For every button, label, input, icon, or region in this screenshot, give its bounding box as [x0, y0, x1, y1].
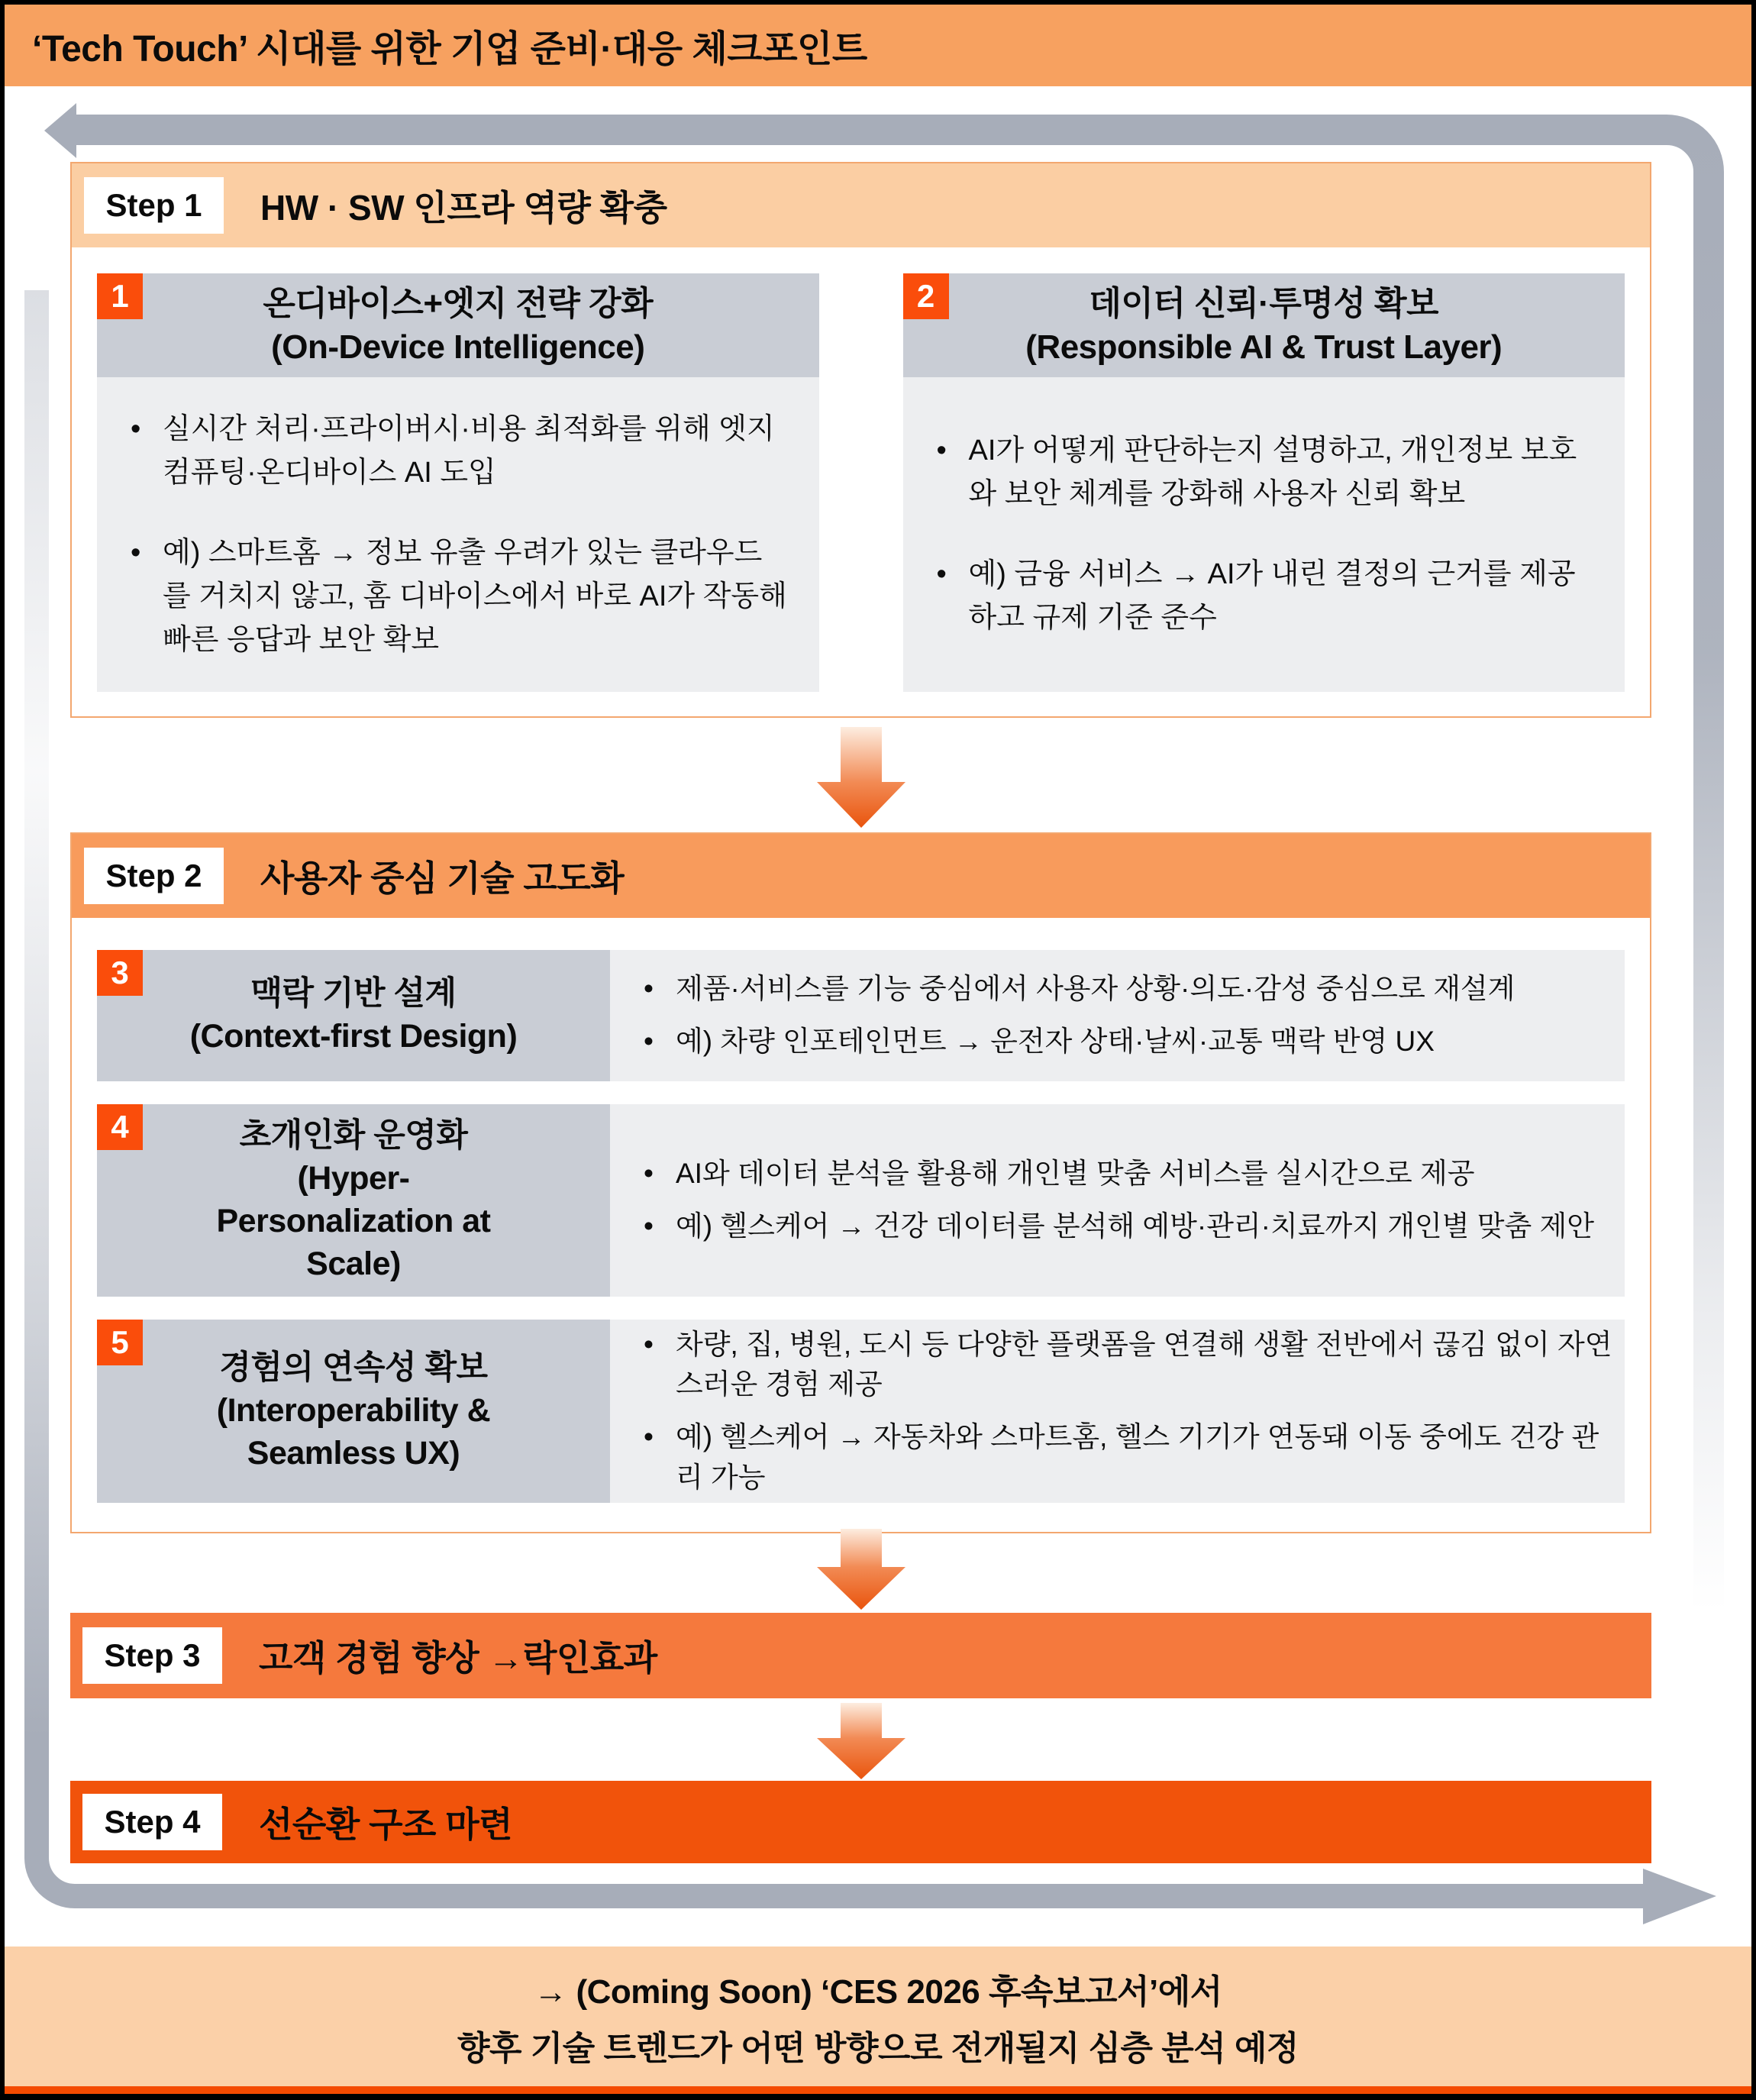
- bullet-text: 예) 헬스케어 → 건강 데이터를 분석해 예방·관리·치료까지 개인별 맞춤 제안: [676, 1210, 1594, 1242]
- badge-5: 5: [97, 1320, 143, 1365]
- list-item: [641, 1022, 1617, 1062]
- step1-banner: [72, 163, 1650, 247]
- checkpoint-row-5-titles: [182, 1347, 525, 1475]
- down-arrow-stem: [841, 1703, 882, 1738]
- step1-title: HW · SW 인프라 역량 확충: [260, 188, 667, 228]
- bullet-icon: •: [131, 536, 141, 569]
- badge-1: 1: [97, 273, 143, 319]
- bullet-text: 차량, 집, 병원, 도시 등 다양한 플랫폼을 연결해 생활 전반에서 끊김 없이 자연스러운 경험 제공: [676, 1328, 1612, 1401]
- bullet-icon: •: [644, 1421, 654, 1452]
- bullet-text: 제품·서비스를 기능 중심에서 사용자 상황·의도·감성 중심으로 재설계: [676, 973, 1516, 1005]
- step2-banner: [72, 834, 1650, 918]
- step1-columns: [72, 247, 1650, 692]
- row-subtitle: (Hyper-Personalization at Scale): [216, 1160, 491, 1282]
- down-arrow-head: [817, 782, 905, 828]
- bullet-icon: •: [936, 558, 947, 590]
- step2-card: [70, 832, 1651, 1533]
- loop-right-arrowhead-icon: [1643, 1869, 1716, 1924]
- checkpoint-row-3-titles: [190, 973, 518, 1058]
- checkpoint-box-2-body: [903, 377, 1625, 692]
- bullet-text: 실시간 처리·프라이버시·비용 최적화를 위해 엣지 컴퓨팅·온디바이스 AI 도입: [163, 412, 775, 489]
- page-title: ‘Tech Touch’ 시대를 위한 기업 준비·대응 체크포인트: [32, 29, 867, 69]
- loop-left-arrowhead-icon: [44, 103, 76, 158]
- checkpoint-box-1-title: 온디바이스+엣지 전략 강화: [263, 284, 654, 322]
- step2-title: 사용자 중심 기술 고도화: [260, 858, 625, 898]
- step3-label: Step 3: [82, 1627, 222, 1684]
- down-arrow-icon: [817, 727, 905, 828]
- checkpoint-box-2-title: 데이터 신뢰·투명성 확보: [1089, 284, 1439, 322]
- checkpoint-row-4-titles: [182, 1115, 525, 1286]
- bullet-icon: •: [644, 1328, 654, 1360]
- bullet-icon: •: [936, 435, 947, 467]
- checkpoint-row-3-header: [97, 950, 610, 1081]
- down-arrow-stem: [841, 727, 882, 782]
- bullet-text: 예) 차량 인포테인먼트 → 운전자 상태·날씨·교통 맥락 반영 UX: [676, 1026, 1435, 1057]
- step4-label: Step 4: [82, 1794, 222, 1850]
- down-arrow-head: [817, 1738, 905, 1779]
- footer-line-2: 향후 기술 트렌드가 어떤 방향으로 전개될지 심층 분석 예정: [457, 2029, 1299, 2067]
- row-subtitle: (Context-first Design): [189, 1018, 518, 1055]
- bullet-icon: •: [644, 1026, 654, 1057]
- bullet-icon: •: [644, 1210, 654, 1242]
- row-title: 경험의 연속성 확보: [219, 1349, 488, 1387]
- coming-soon-footer: [5, 1947, 1751, 2086]
- list-item: [641, 969, 1617, 1010]
- bullet-text: 예) 스마트홈 → 정보 유출 우려가 있는 클라우드를 거치지 않고, 홈 디바이스에서 바로 AI가 작동해 빠른 응답과 보안 확보: [163, 536, 787, 656]
- bullet-text: 예) 헬스케어 → 자동차와 스마트홈, 헬스 기기가 연동돼 이동 중에도 건강 관리 가능: [676, 1421, 1599, 1493]
- checkpoint-row-4-body: [610, 1104, 1625, 1297]
- checkpoint-row-4-header: [97, 1104, 610, 1297]
- row-subtitle: (Interoperability & Seamless UX): [216, 1392, 491, 1472]
- step2-label: Step 2: [84, 848, 224, 904]
- list-item: [128, 531, 789, 662]
- bullet-text: AI가 어떻게 판단하는지 설명하고, 개인정보 보호와 보안 체계를 강화해 사용자 신뢰 확보: [968, 435, 1577, 510]
- step3-title: 고객 경험 향상 →락인효과: [259, 1638, 657, 1678]
- checkpoint-box-1-body: [97, 377, 819, 692]
- list-item: [641, 1325, 1617, 1405]
- bullet-text: 예) 금융 서비스 → AI가 내린 결정의 근거를 제공하고 규제 기준 준수: [968, 558, 1576, 634]
- step3-banner: [70, 1613, 1651, 1698]
- checkpoint-row-3-body: [610, 950, 1625, 1081]
- step1-card: [70, 162, 1651, 718]
- checkpoint-box-1-header: [97, 273, 819, 377]
- row-title: 초개인화 운영화: [239, 1117, 468, 1155]
- bottom-accent-strip: [5, 2086, 1751, 2094]
- list-item: [641, 1154, 1617, 1194]
- checkpoint-row-5-body: [610, 1320, 1625, 1503]
- checkpoint-box-2-subtitle: (Responsible AI & Trust Layer): [1025, 328, 1503, 366]
- checkpoint-box-1-subtitle: (On-Device Intelligence): [271, 328, 645, 366]
- step4-title: 선순환 구조 마련: [259, 1804, 513, 1844]
- step4-banner: [70, 1781, 1651, 1863]
- list-item: [128, 408, 789, 495]
- list-item: [934, 553, 1595, 640]
- bullet-text: AI와 데이터 분석을 활용해 개인별 맞춤 서비스를 실시간으로 제공: [676, 1158, 1475, 1190]
- checkpoint-box-1: [97, 273, 819, 692]
- list-item: [934, 429, 1595, 516]
- bullet-icon: •: [644, 973, 654, 1005]
- step2-rows: [72, 918, 1650, 1503]
- step1-label: Step 1: [84, 177, 224, 234]
- list-item: [641, 1417, 1617, 1497]
- down-arrow-icon: [817, 1529, 905, 1610]
- checkpoint-row-5-header: [97, 1320, 610, 1503]
- checkpoint-box-2-header: [903, 273, 1625, 377]
- footer-line-1: → (Coming Soon) ‘CES 2026 후속보고서’에서: [534, 1972, 1222, 2011]
- badge-4: 4: [97, 1104, 143, 1150]
- bullet-icon: •: [644, 1158, 654, 1190]
- list-item: [641, 1207, 1617, 1247]
- checkpoint-box-2: [903, 273, 1625, 692]
- checkpoint-row-3: [97, 950, 1625, 1081]
- down-arrow-icon: [817, 1703, 905, 1779]
- down-arrow-head: [817, 1567, 905, 1610]
- down-arrow-stem: [841, 1529, 882, 1567]
- checkpoint-row-5: [97, 1320, 1625, 1503]
- row-title: 맥락 기반 설계: [250, 975, 457, 1013]
- checkpoint-row-4: [97, 1104, 1625, 1297]
- badge-2: 2: [903, 273, 949, 319]
- badge-3: 3: [97, 950, 143, 996]
- bullet-icon: •: [131, 412, 141, 445]
